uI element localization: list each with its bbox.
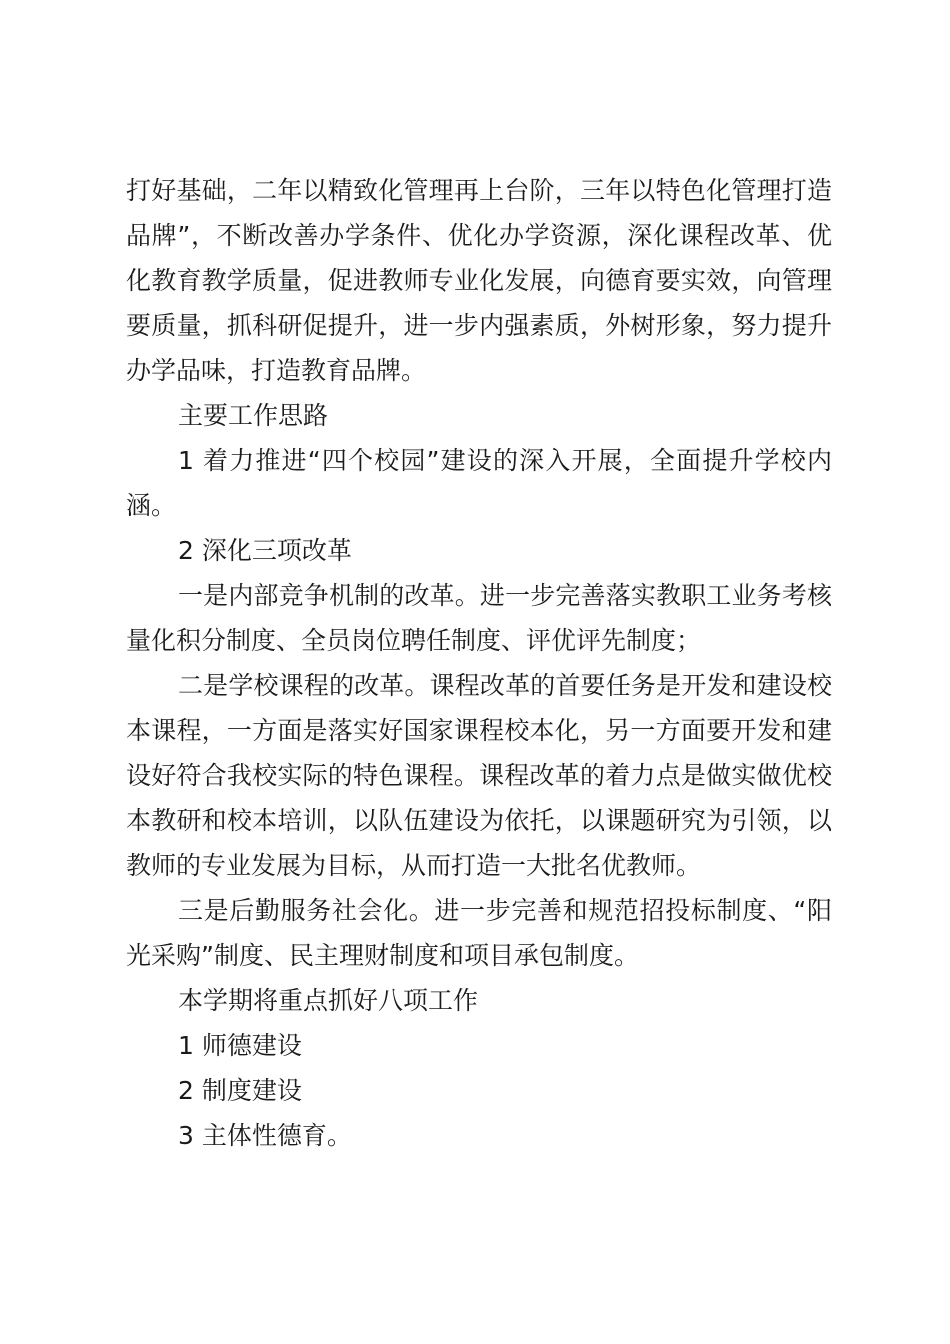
paragraph-reform-three: 三是后勤服务社会化。进一步完善和规范招投标制度、“阳光采购”制度、民主理财制度和项目承包制度。 bbox=[126, 896, 832, 970]
heading-eight-tasks: 本学期将重点抓好八项工作 bbox=[178, 986, 479, 1015]
paragraph-reform-two: 二是学校课程的改革。课程改革的首要任务是开发和建设校本课程，一方面是落实好国家课程校本化，另一方面要开发和建设好符合我校实际的特色课程。课程改革的着力点是做实做优校本教研和校本培训，以队伍建设为依托，以课题研究为引领，以教师的专业发展为目标，从而打造一大批名优教师。 bbox=[126, 671, 832, 880]
paragraph-continuation: 打好基础，二年以精致化管理再上台阶，三年以特色化管理打造品牌”，不断改善办学条件、优化办学资源，深化课程改革、优化教育教学质量，促进教师专业化发展，向德育要实效，向管理要质量，抓科研促提升，进一步内强素质，外树形象，努力提升办学品味，打造教育品牌。 bbox=[126, 176, 832, 385]
task-item-2: 2 制度建设 bbox=[178, 1076, 302, 1105]
task-item-1: 1 师德建设 bbox=[178, 1031, 302, 1060]
paragraph-reform-one: 一是内部竞争机制的改革。进一步完善落实教职工业务考核量化积分制度、全员岗位聘任制度、评优评先制度； bbox=[126, 581, 832, 655]
document-body bbox=[126, 168, 832, 1158]
heading-main-work-ideas: 主要工作思路 bbox=[178, 401, 329, 430]
task-item-3: 3 主体性德育。 bbox=[178, 1121, 352, 1150]
paragraph-item-2: 2 深化三项改革 bbox=[178, 536, 352, 565]
paragraph-item-1: 1 着力推进“四个校园”建设的深入开展，全面提升学校内涵。 bbox=[126, 446, 832, 520]
